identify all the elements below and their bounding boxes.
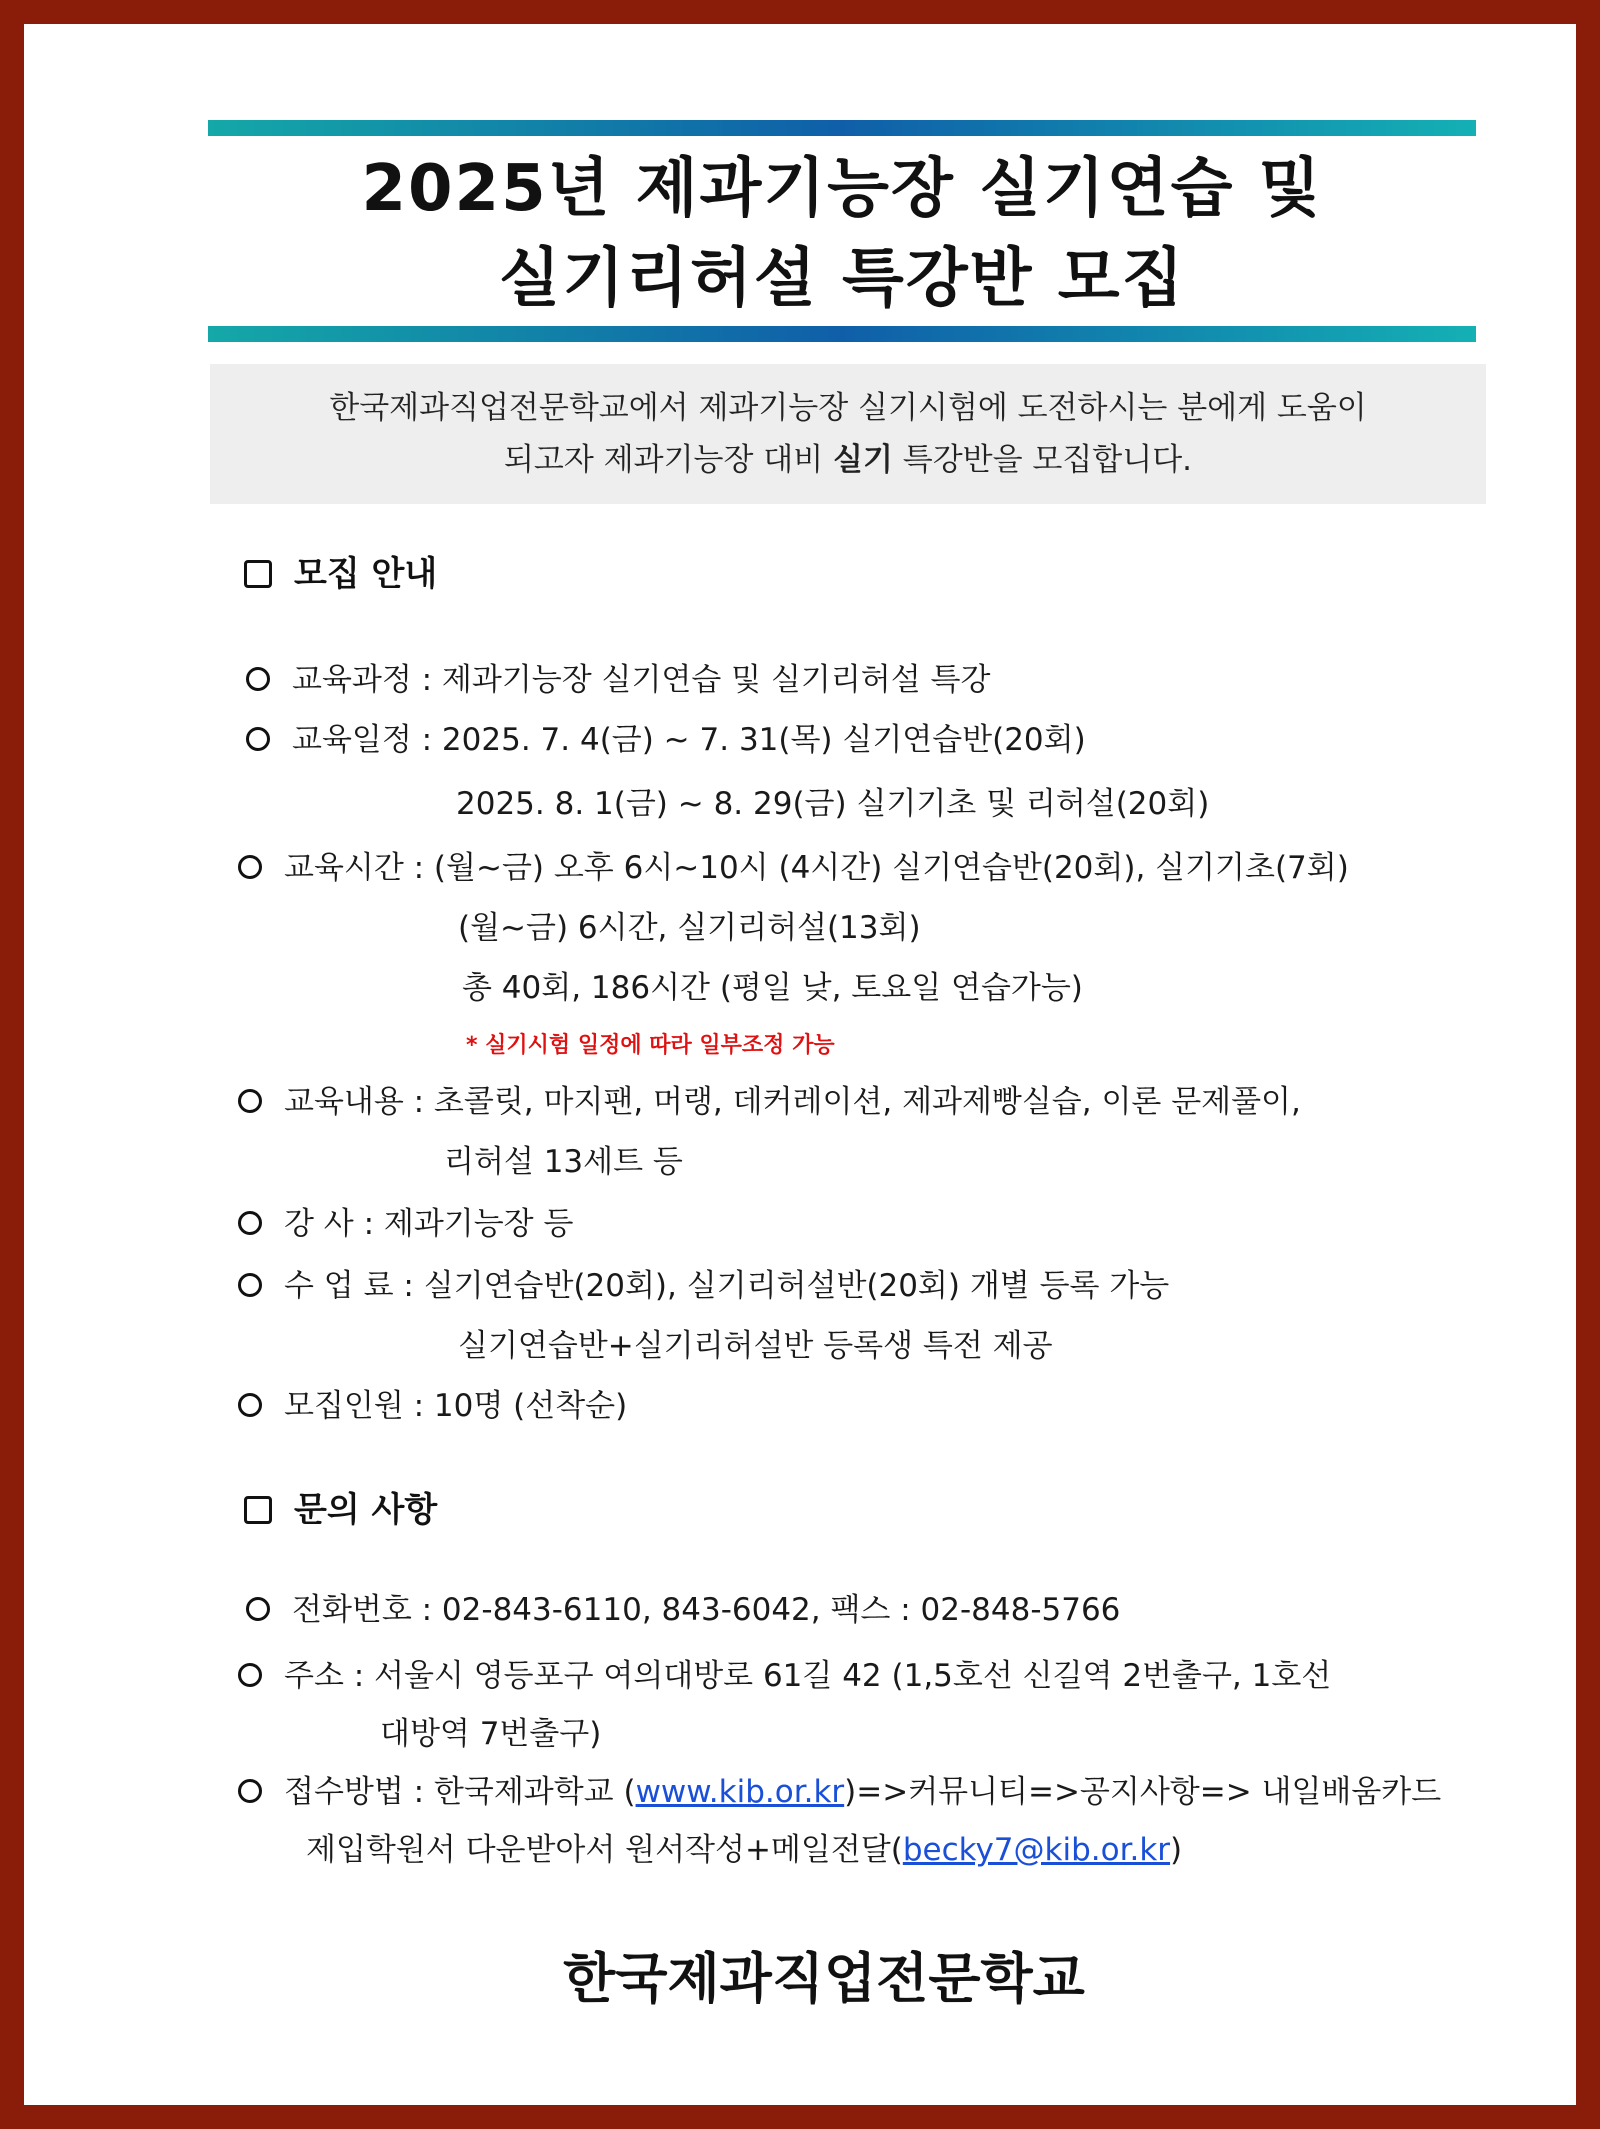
content-line-1 (238, 1080, 1301, 1124)
course-line (246, 658, 990, 702)
address-line-1 (238, 1654, 1331, 1698)
circle-bullet-icon (246, 727, 270, 751)
apply-text-pre: 접수방법 : 한국제과학교 ( (284, 1774, 636, 1810)
apply-line-1 (238, 1770, 1441, 1814)
fee-line-2: 실기연습반+실기리허설반 등록생 특전 제공 (458, 1328, 1053, 1364)
intro-box (210, 364, 1486, 504)
circle-bullet-icon (238, 1273, 262, 1297)
circle-bullet-icon (238, 1211, 262, 1235)
fee-line-1 (238, 1264, 1169, 1308)
schedule-note: * 실기시험 일정에 따라 일부조정 가능 (466, 1033, 835, 1058)
intro-line-1: 한국제과직업전문학교에서 제과기능장 실기시험에 도전하시는 분에게 도움이 (329, 390, 1367, 426)
schedule-line-1 (246, 718, 1086, 762)
content-text-1: 교육내용 : 초콜릿, 마지팬, 머랭, 데커레이션, 제과제빵실습, 이론 문제풀이, (284, 1084, 1301, 1120)
intro-line-2-pre: 되고자 제과기능장 대비 (503, 442, 834, 478)
apply2-text-post: ) (1170, 1832, 1183, 1868)
circle-bullet-icon (238, 1779, 262, 1803)
circle-bullet-icon (246, 1597, 270, 1621)
intro-line-2-post: 특강반을 모집합니다. (892, 442, 1192, 478)
address-text-1: 주소 : 서울시 영등포구 여의대방로 61길 42 (1,5호선 신길역 2번출구, 1호선 (284, 1658, 1332, 1694)
circle-bullet-icon (238, 1089, 262, 1113)
circle-bullet-icon (246, 667, 270, 691)
intro-line-2-bold: 실기 (833, 442, 893, 478)
schedule-text-1: 교육일정 : 2025. 7. 4(금) ~ 7. 31(목) 실기연습반(20회) (292, 722, 1086, 758)
checkbox-icon (244, 560, 272, 588)
page-title (208, 144, 1476, 324)
email-link[interactable]: becky7@kib.or.kr (902, 1832, 1171, 1868)
address-line-2: 대방역 7번출구) (380, 1716, 602, 1752)
title-line-2: 실기리허설 특강반 모집 (498, 242, 1186, 316)
apply-line-2 (306, 1828, 1182, 1872)
inquiry-heading-text: 문의 사항 (294, 1490, 438, 1530)
time-line-1 (238, 846, 1349, 890)
recruit-heading-text: 모집 안내 (294, 554, 438, 594)
teacher-line (238, 1202, 573, 1246)
title-top-bar (208, 120, 1476, 136)
teacher-text: 강 사 : 제과기능장 등 (284, 1206, 574, 1242)
capacity-text: 모집인원 : 10명 (선착순) (284, 1388, 628, 1424)
circle-bullet-icon (238, 1393, 262, 1417)
title-bottom-bar (208, 326, 1476, 342)
time-text-1: 교육시간 : (월~금) 오후 6시~10시 (4시간) 실기연습반(20회), 실기기초(7회) (284, 850, 1349, 886)
inquiry-heading (244, 1488, 437, 1532)
time-line-2: (월~금) 6시간, 실기리허설(13회) (458, 910, 921, 946)
recruit-heading (244, 552, 437, 596)
time-line-3: 총 40회, 186시간 (평일 낮, 토요일 연습가능) (462, 970, 1083, 1006)
schedule-line-2: 2025. 8. 1(금) ~ 8. 29(금) 실기기초 및 리허설(20회) (456, 786, 1210, 822)
phone-text: 전화번호 : 02-843-6110, 843-6042, 팩스 : 02-848-5766 (292, 1592, 1121, 1628)
title-line-1: 2025년 제과기능장 실기연습 및 (361, 152, 1323, 226)
circle-bullet-icon (238, 855, 262, 879)
content-line-2: 리허설 13세트 등 (444, 1144, 683, 1180)
circle-bullet-icon (238, 1663, 262, 1687)
phone-line (246, 1588, 1120, 1632)
course-text: 교육과정 : 제과기능장 실기연습 및 실기리허설 특강 (292, 662, 991, 698)
apply2-text-pre: 제입학원서 다운받아서 원서작성+메일전달( (306, 1832, 903, 1868)
apply-text-post: )=>커뮤니티=>공지사항=> 내일배움카드 (844, 1774, 1442, 1810)
footer-school-name: 한국제과직업전문학교 (563, 1947, 1085, 2010)
fee-text-1: 수 업 료 : 실기연습반(20회), 실기리허설반(20회) 개별 등록 가능 (284, 1268, 1170, 1304)
website-link[interactable]: www.kib.or.kr (635, 1774, 845, 1810)
checkbox-icon (244, 1496, 272, 1524)
capacity-line (238, 1384, 627, 1428)
intro-line-2 (210, 434, 1486, 486)
